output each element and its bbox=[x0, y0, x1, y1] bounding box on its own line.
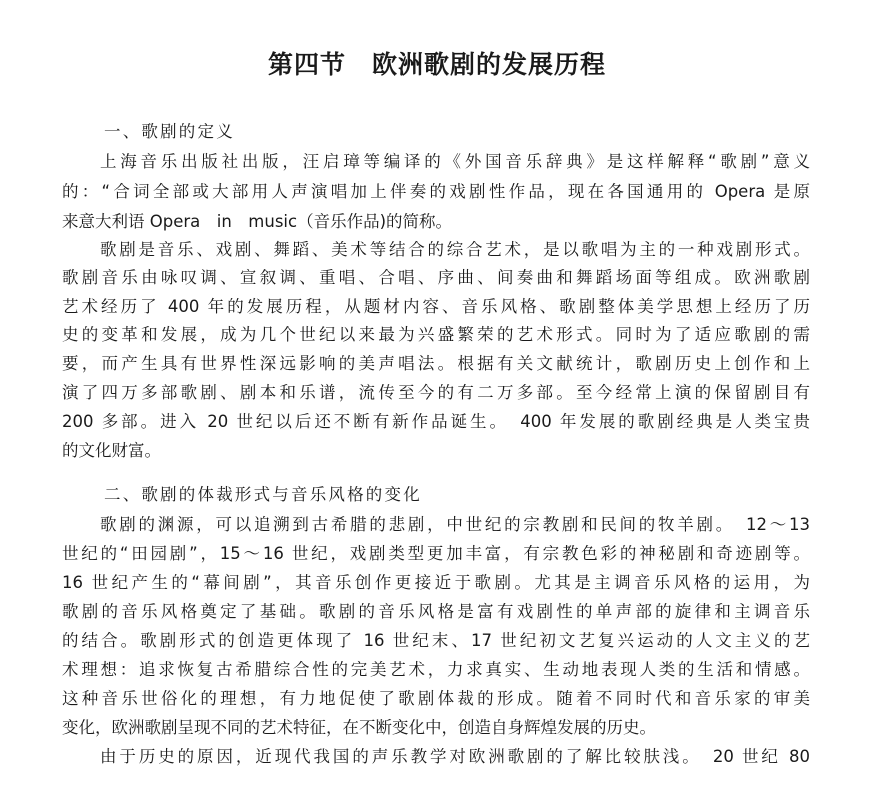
paragraph-line: 歌剧音乐由咏叹调、宣叙调、重唱、合唱、序曲、间奏曲和舞蹈场面等组成。欧洲歌剧 bbox=[62, 268, 810, 287]
paragraph-line: 艺术经历了 400 年的发展历程，从题材内容、音乐风格、歌剧整体美学思想上经历了历 bbox=[62, 297, 810, 316]
paragraph-line: 16 世纪产生的“幕间剧”，其音乐创作更接近于歌剧。尤其是主调音乐风格的运用，为 bbox=[62, 573, 810, 592]
paragraph-line: 要，而产生具有世界性深远影响的美声唱法。根据有关文献统计，歌剧历史上创作和上 bbox=[62, 354, 810, 373]
paragraph-line: 来意大利语 Opera in music（音乐作品)的简称。 bbox=[62, 212, 453, 231]
paragraph-line: 上海音乐出版社出版，汪启璋等编译的《外国音乐辞典》是这样解释“歌剧”意义 bbox=[100, 152, 810, 171]
paragraph-line: 史的变革和发展，成为几个世纪以来最为兴盛繁荣的艺术形式。同时为了适应歌剧的需 bbox=[62, 325, 810, 344]
paragraph-line: 的：“合词全部或大部用人声演唱加上伴奏的戏剧性作品，现在各国通用的 Opera 是原 bbox=[62, 182, 810, 201]
paragraph-line: 这种音乐世俗化的理想，有力地促使了歌剧体裁的形成。随着不同时代和音乐家的审美 bbox=[62, 689, 810, 708]
section-title: 第四节 欧洲歌剧的发展历程 bbox=[267, 50, 606, 79]
paragraph-line: 200 多部。进入 20 世纪以后还不断有新作品诞生。 400 年发展的歌剧经典是人类宝贵 bbox=[62, 412, 810, 431]
paragraph-line: 演了四万多部歌剧、剧本和乐谱，流传至今的有二万多部。至今经常上演的保留剧目有 bbox=[62, 383, 810, 402]
paragraph-line: 歌剧是音乐、戏剧、舞蹈、美术等结合的综合艺术，是以歌唱为主的一种戏剧形式。 bbox=[100, 240, 810, 259]
paragraph-line: 术理想：追求恢复古希腊综合性的完美艺术，力求真实、生动地表现人类的生活和情感。 bbox=[62, 660, 810, 679]
paragraph-line: 的文化财富。 bbox=[62, 441, 161, 460]
paragraph-line: 歌剧的音乐风格奠定了基础。歌剧的音乐风格是富有戏剧性的单声部的旋律和主调音乐 bbox=[62, 602, 810, 621]
paragraph-line: 世纪的“田园剧”，15～16 世纪，戏剧类型更加丰富，有宗教色彩的神秘剧和奇迹剧等。 bbox=[62, 544, 810, 563]
paragraph-line: 由于历史的原因，近现代我国的声乐教学对欧洲歌剧的了解比较肤浅。 20 世纪 80 bbox=[100, 747, 810, 766]
paragraph-line: 歌剧的渊源，可以追溯到古希腊的悲剧，中世纪的宗教剧和民间的牧羊剧。 12～13 bbox=[100, 515, 810, 534]
paragraph-line: 的结合。歌剧形式的创造更体现了 16 世纪末、17 世纪初文艺复兴运动的人文主义的艺 bbox=[62, 631, 810, 650]
subsection-heading-definition: 一、歌剧的定义 bbox=[104, 122, 235, 141]
paragraph-line: 变化，欧洲歌剧呈现不同的艺术特征，在不断变化中，创造自身辉煌发展的历史。 bbox=[62, 718, 656, 737]
subsection-heading-forms-and-styles: 二、歌剧的体裁形式与音乐风格的变化 bbox=[104, 485, 422, 504]
